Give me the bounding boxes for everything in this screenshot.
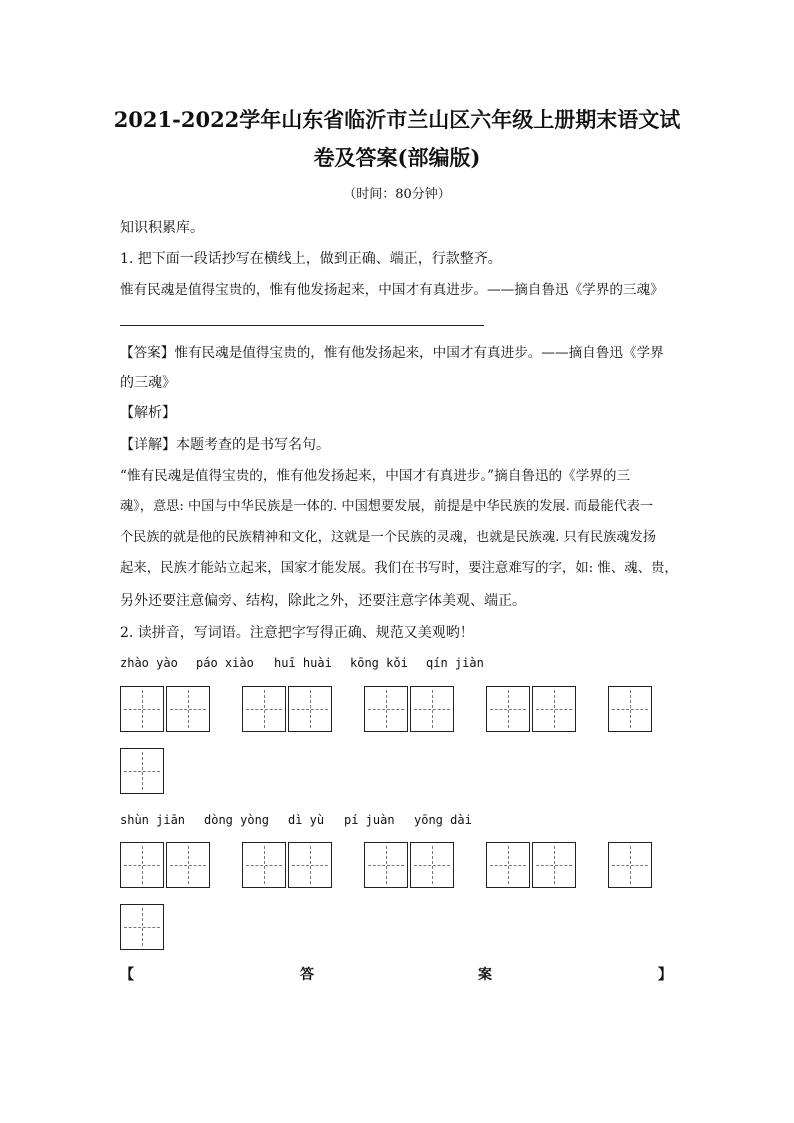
pinyin-word: dòng yòng [204, 813, 270, 827]
section-heading: 知识积累库。 [120, 220, 204, 236]
answer-char-1: 答 [300, 967, 314, 983]
pinyin-word: zhào yào [120, 656, 178, 670]
writing-box[interactable] [532, 686, 576, 732]
writing-box[interactable] [364, 842, 408, 888]
pinyin-word: qín jiàn [426, 656, 484, 670]
explanation-line: 起来，民族才能站立起来，国家才能发展。我们在书写时，要注意难写的字，如: 惟、魂、贵， [120, 561, 678, 576]
title-line-2: 卷及答案(部编版) [313, 145, 481, 170]
writing-box[interactable] [486, 842, 530, 888]
writing-box[interactable] [120, 842, 164, 888]
explanation-line: 个民族的就是他的民族精神和文化，这就是一个民族的灵魂，也就是民族魂. 只有民族魂发扬 [120, 530, 656, 545]
writing-box[interactable] [288, 842, 332, 888]
pinyin-word: huī huài [274, 656, 332, 670]
writing-box[interactable] [166, 842, 210, 888]
explanation-line: 另外还要注意偏旁、结构，除此之外，还要注意字体美观、端正。 [120, 593, 526, 609]
answer-line-2: 的三魂》 [120, 375, 176, 391]
question-2-prompt: 2. 读拼音，写词语。注意把字写得正确、规范又美观哟！ [120, 625, 474, 641]
writing-box[interactable] [288, 686, 332, 732]
title-line-1: 2021-2022学年山东省临沂市兰山区六年级上册期末语文试 [113, 107, 681, 132]
writing-box[interactable] [410, 842, 454, 888]
pinyin-word: shùn jiān [120, 813, 186, 827]
writing-box[interactable] [242, 842, 286, 888]
writing-box[interactable] [120, 686, 164, 732]
pinyin-word: pí juàn [344, 813, 395, 827]
pinyin-word: dì yù [288, 813, 325, 827]
writing-box[interactable] [410, 686, 454, 732]
writing-box[interactable] [242, 686, 286, 732]
writing-box[interactable] [120, 748, 164, 794]
writing-box[interactable] [608, 842, 652, 888]
answer-line-1: 【答案】惟有民魂是值得宝贵的，惟有他发扬起来，中国才有真进步。——摘自鲁迅《学界 [120, 345, 664, 361]
explanation-line: “惟有民魂是值得宝贵的，惟有他发扬起来，中国才有真进步。”摘自鲁迅的《学界的三 [120, 468, 631, 484]
writing-box[interactable] [532, 842, 576, 888]
detail-line: 【详解】本题考查的是书写名句。 [120, 437, 330, 453]
explanation-line: 魂》，意思: 中国与中华民族是一体的. 中国想要发展，前提是中华民族的发展. 而最能代表一 [120, 499, 654, 514]
bracket-close: 】 [658, 967, 672, 983]
copy-writing-line[interactable] [120, 325, 484, 326]
question-1-prompt: 1. 把下面一段话抄写在横线上，做到正确、端正，行款整齐。 [120, 251, 502, 267]
pinyin-word: kōng kǒi [350, 656, 408, 670]
exam-time: （时间：80分钟） [343, 187, 451, 202]
pinyin-word: yōng dài [414, 813, 472, 827]
question-1-quote: 惟有民魂是值得宝贵的，惟有他发扬起来，中国才有真进步。——摘自鲁迅《学界的三魂》 [120, 282, 664, 298]
writing-box[interactable] [608, 686, 652, 732]
answer-char-2: 案 [478, 967, 492, 983]
writing-box[interactable] [486, 686, 530, 732]
writing-box[interactable] [166, 686, 210, 732]
writing-box[interactable] [364, 686, 408, 732]
writing-box[interactable] [120, 904, 164, 950]
bracket-open: 【 [120, 967, 134, 983]
analysis-label: 【解析】 [120, 405, 176, 421]
pinyin-word: páo xiào [196, 656, 254, 670]
